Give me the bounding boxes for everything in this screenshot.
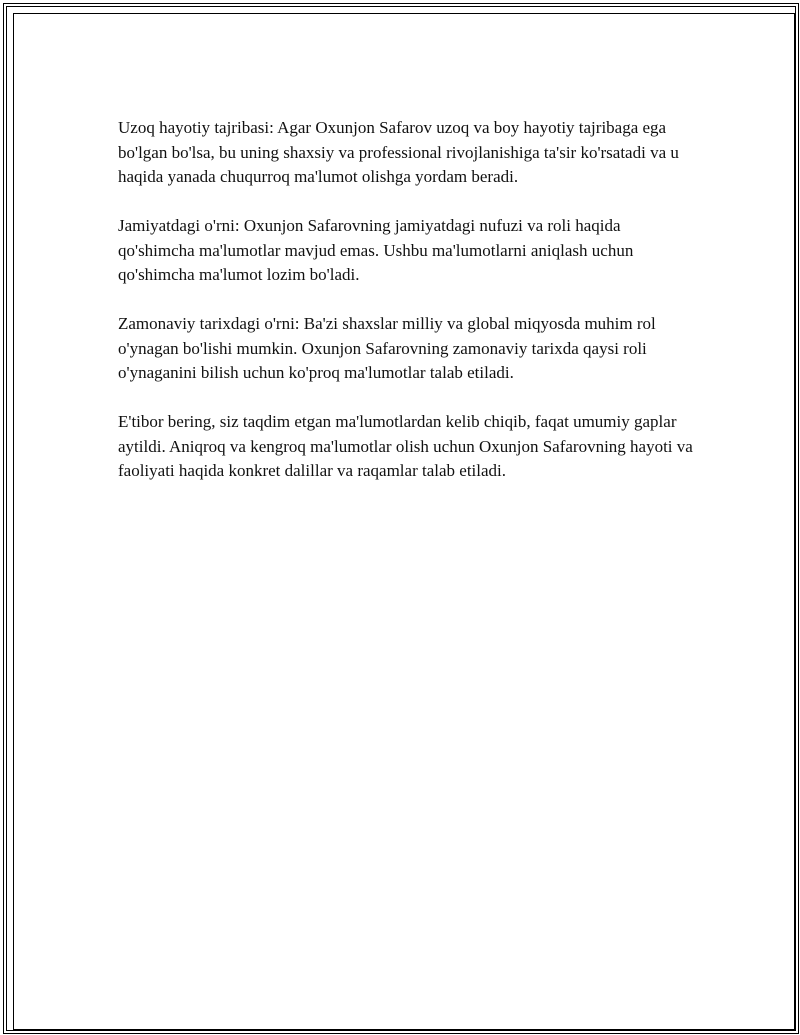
paragraph-note: E'tibor bering, siz taqdim etgan ma'lumotlardan kelib chiqib, faqat umumiy gaplar aytildi. Aniqroq va kengroq ma'lumotlar olish uchun Oxunjon Safarovning hayoti va faoliyati haqida konkret dalillar va raqamlar talab etiladi. (118, 412, 693, 480)
paragraph-life-experience: Uzoq hayotiy tajribasi: Agar Oxunjon Safarov uzoq va boy hayotiy tajribaga ega bo'lgan bo'lsa, bu uning shaxsiy va professional rivojlanishiga ta'sir ko'rsatadi va u haqida yanada chuqurroq ma'lumot olishga yordam beradi. (118, 118, 679, 186)
paragraph-social-role: Jamiyatdagi o'rni: Oxunjon Safarovning jamiyatdagi nufuzi va roli haqida qo'shimcha ma'lumotlar mavjud emas. Ushbu ma'lumotlarni aniqlash uchun qo'shimcha ma'lumot lozim bo'ladi. (118, 216, 634, 284)
document-body (118, 116, 698, 508)
paragraph-modern-history-role: Zamonaviy tarixdagi o'rni: Ba'zi shaxslar milliy va global miqyosda muhim rol o'ynagan bo'lishi mumkin. Oxunjon Safarovning zamonaviy tarixda qaysi roli o'ynaganini bilish uchun ko'proq ma'lumotlar talab etiladi. (118, 314, 656, 382)
